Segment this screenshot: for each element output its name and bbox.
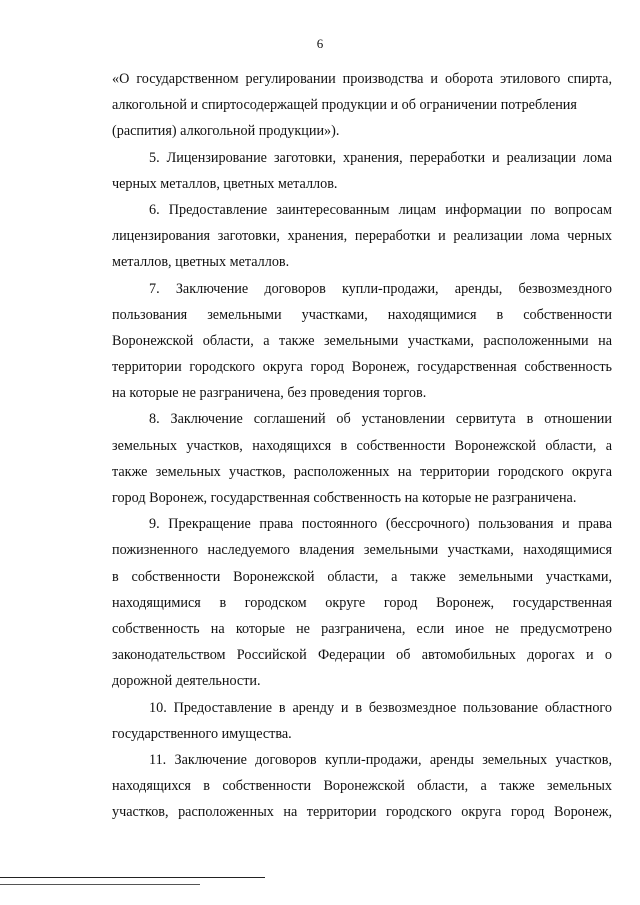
text-line: (распития) алкогольной продукции»). bbox=[112, 123, 340, 140]
paragraph-9-line: законодательством Российской Федерации об автомобильных дорогах и о bbox=[112, 647, 612, 664]
page-number: 6 bbox=[316, 36, 324, 51]
paragraph-11-line: 11. Заключение договоров купли-продажи, аренды земельных участков, bbox=[149, 751, 612, 768]
paragraph-10-line: государственного имущества. bbox=[112, 725, 292, 742]
paragraph-11-line: находящихся в собственности Воронежской области, а также земельных bbox=[112, 778, 612, 795]
paragraph-7-line: Воронежской области, а также земельными участками, расположенными на bbox=[112, 332, 612, 349]
paragraph-11-line: участков, расположенных на территории городского округа город Воронеж, bbox=[112, 804, 612, 821]
paragraph-7-line: 7. Заключение договоров купли-продажи, аренды, безвозмездного bbox=[149, 280, 612, 297]
paragraph-9-line: в собственности Воронежской области, а также земельными участками, bbox=[112, 568, 612, 585]
footer-divider bbox=[0, 877, 265, 878]
text-line: алкогольной и спиртосодержащей продукции и об ограничении потребления bbox=[112, 97, 577, 114]
paragraph-8-line: город Воронеж, государственная собственность на которые не разграничена. bbox=[112, 490, 577, 506]
document-body bbox=[112, 66, 612, 825]
paragraph-8-line: земельных участков, находящихся в собственности Воронежской области, а bbox=[112, 437, 612, 454]
paragraph-10-line: 10. Предоставление в аренду и в безвозмездное пользование областного bbox=[149, 699, 612, 716]
paragraph-6-line: 6. Предоставление заинтересованным лицам информации по вопросам bbox=[149, 201, 612, 218]
paragraph-7-line: пользования земельными участками, находящимися в собственности bbox=[112, 306, 612, 323]
paragraph-7-line: на которые не разграничена, без проведения торгов. bbox=[112, 385, 427, 402]
paragraph-9-line: пожизненного наследуемого владения земельными участками, находящимися bbox=[112, 542, 612, 559]
text-line: «О государственном регулировании производства и оборота этилового спирта, bbox=[112, 71, 612, 87]
paragraph-9-line: дорожной деятельности. bbox=[112, 673, 261, 690]
paragraph-5-line: черных металлов, цветных металлов. bbox=[112, 175, 338, 192]
paragraph-6-line: лицензирования заготовки, хранения, переработки и реализации лома черных bbox=[112, 228, 612, 245]
paragraph-8-line: 8. Заключение соглашений об установлении сервитута в отношении bbox=[149, 411, 612, 428]
footer-divider-secondary bbox=[0, 884, 200, 885]
paragraph-5-line: 5. Лицензирование заготовки, хранения, переработки и реализации лома bbox=[149, 149, 612, 166]
paragraph-9-line: собственность на которые не разграничена, если иное не предусмотрено bbox=[112, 620, 612, 637]
paragraph-8-line: также земельных участков, расположенных на территории городского округа bbox=[112, 463, 612, 480]
paragraph-6-line: металлов, цветных металлов. bbox=[112, 254, 290, 271]
paragraph-7-line: территории городского округа город Воронеж, государственная собственность bbox=[112, 359, 612, 376]
paragraph-9-line: находящимися в городском округе город Воронеж, государственная bbox=[112, 594, 612, 611]
paragraph-9-line: 9. Прекращение права постоянного (бессрочного) пользования и права bbox=[149, 516, 612, 533]
